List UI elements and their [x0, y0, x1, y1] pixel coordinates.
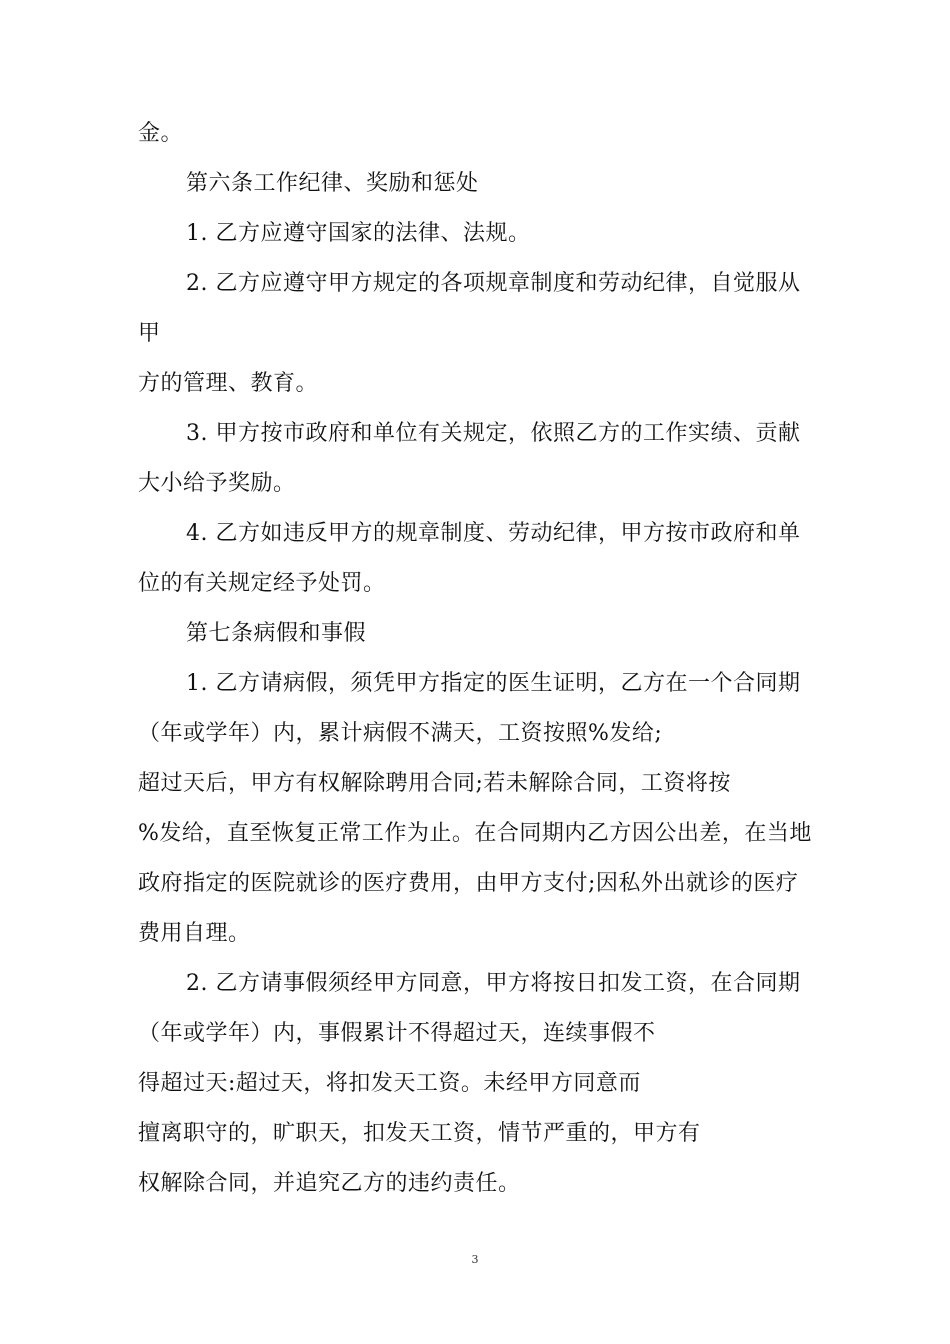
text-line: 1. 乙方请病假，须凭甲方指定的医生证明，乙方在一个合同期	[186, 671, 801, 696]
text-line: （年或学年）内，事假累计不得超过天，连续事假不	[138, 1021, 656, 1046]
page-number: 3	[471, 1253, 479, 1266]
text-line: 位的有关规定经予处罚。	[138, 571, 386, 596]
text-line: 金。	[138, 121, 184, 146]
text-line: 权解除合同，并追究乙方的违约责任。	[138, 1171, 521, 1196]
text-line: 1. 乙方应遵守国家的法律、法规。	[186, 221, 531, 246]
text-line: （年或学年）内，累计病假不满天，工资按照%发给;	[138, 721, 663, 746]
text-line: %发给，直至恢复正常工作为止。在合同期内乙方因公出差，在当地	[138, 821, 812, 846]
text-line: 政府指定的医院就诊的医疗费用，由甲方支付;因私外出就诊的医疗	[138, 871, 799, 896]
text-line: 超过天后，甲方有权解除聘用合同;若未解除合同，工资将按	[138, 771, 731, 796]
section-heading: 第六条工作纪律、奖励和惩处	[186, 171, 479, 196]
text-line: 得超过天:超过天，将扣发天工资。未经甲方同意而	[138, 1071, 641, 1096]
text-line: 4. 乙方如违反甲方的规章制度、劳动纪律，甲方按市政府和单	[186, 521, 801, 546]
text-line: 3. 甲方按市政府和单位有关规定，依照乙方的工作实绩、贡献	[186, 421, 801, 446]
text-line: 甲	[138, 321, 161, 346]
section-heading: 第七条病假和事假	[186, 621, 367, 646]
text-line: 2. 乙方请事假须经甲方同意，甲方将按日扣发工资，在合同期	[186, 971, 801, 996]
text-line: 方的管理、教育。	[138, 371, 319, 396]
text-line: 费用自理。	[138, 921, 251, 946]
text-line: 2. 乙方应遵守甲方规定的各项规章制度和劳动纪律，自觉服从	[186, 271, 801, 296]
text-line: 大小给予奖励。	[138, 471, 296, 496]
text-line: 擅离职守的，旷职天，扣发天工资，情节严重的，甲方有	[138, 1121, 701, 1146]
